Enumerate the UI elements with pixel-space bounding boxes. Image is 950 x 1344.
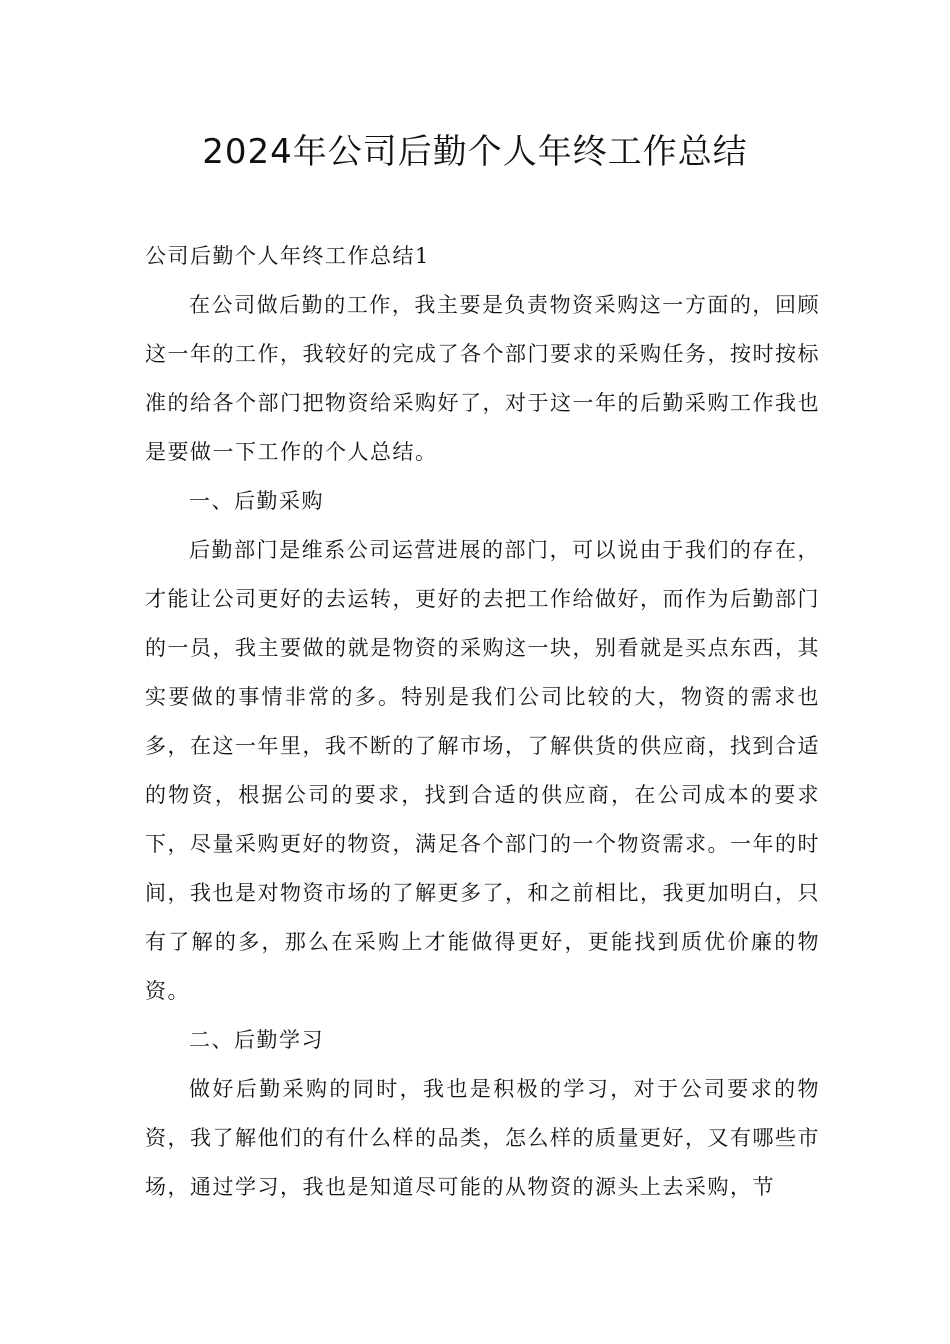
document-body [145,232,820,1212]
paragraph-intro: 在公司做后勤的工作，我主要是负责物资采购这一方面的，回顾这一年的工作，我较好的完成了各个部门要求的采购任务，按时按标准的给各个部门把物资给采购好了，对于这一年的后勤采购工作我也是要做一下工作的个人总结。 [145,293,820,464]
paragraph-learning: 做好后勤采购的同时，我也是积极的学习，对于公司要求的物资，我了解他们的有什么样的品类，怎么样的质量更好，又有哪些市场，通过学习，我也是知道尽可能的从物资的源头上去采购，节 [145,1077,820,1199]
section-heading-learning: 二、后勤学习 [189,1028,324,1052]
paragraph-procurement: 后勤部门是维系公司运营进展的部门，可以说由于我们的存在，才能让公司更好的去运转，更好的去把工作给做好，而作为后勤部门的一员，我主要做的就是物资的采购这一块，别看就是买点东西，其实要做的事情非常的多。特别是我们公司比较的大，物资的需求也多，在这一年里，我不断的了解市场，了解供货的供应商，找到合适的物资，根据公司的要求，找到合适的供应商，在公司成本的要求下，尽量采购更好的物资，满足各个部门的一个物资需求。一年的时间，我也是对物资市场的了解更多了，和之前相比，我更加明白，只有了解的多，那么在采购上才能做得更好，更能找到质优价廉的物资。 [145,538,820,1003]
document-title: 2024年公司后勤个人年终工作总结 [202,132,748,172]
section-subtitle: 公司后勤个人年终工作总结1 [145,244,430,268]
section-heading-procurement: 一、后勤采购 [189,489,324,513]
